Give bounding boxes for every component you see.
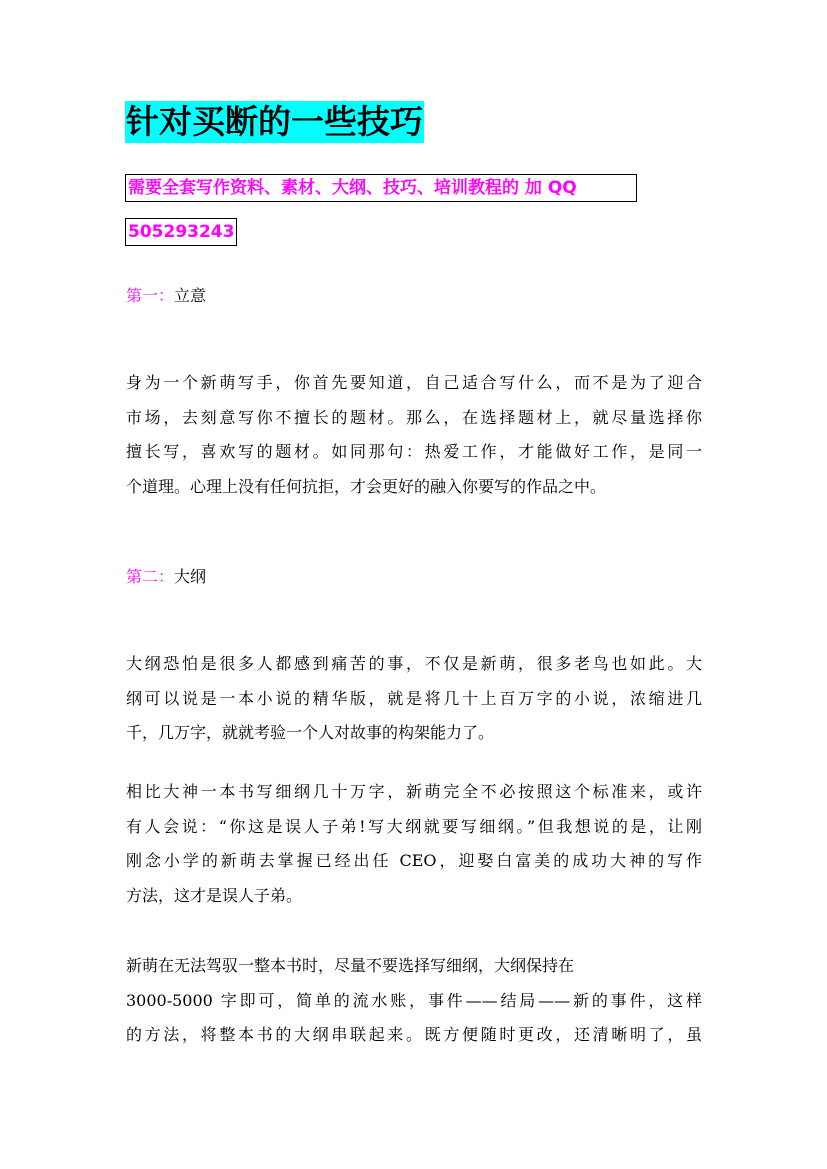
document-title: 针对买断的一些技巧 bbox=[126, 102, 423, 141]
promo-line-1: 需要全套写作资料、素材、大纲、技巧、培训教程的 加 QQ bbox=[125, 174, 637, 202]
paragraph-intent bbox=[126, 366, 702, 504]
text-line: 有人会说：“你这是误人子弟!写大纲就要写细纲。”但我想说的是，让刚 bbox=[126, 816, 702, 836]
text-line: 纲可以说是一本小说的精华版，就是将几十上百万字的小说，浓缩进几 bbox=[126, 688, 702, 708]
section-heading-2 bbox=[126, 566, 206, 588]
paragraph-outline-2 bbox=[126, 775, 702, 913]
text-line: 的方法，将整本书的大纲串联起来。既方便随时更改，还清晰明了，虽 bbox=[126, 1025, 702, 1044]
text-line: 擅长写，喜欢写的题材。如同那句：热爱工作，才能做好工作，是同一 bbox=[126, 442, 702, 461]
text-line: 3000-5000 字即可，简单的流水账，事件——结局——新的事件，这样 bbox=[126, 990, 702, 1010]
text-line: 千，几万字，就就考验一个人对故事的构架能力了。 bbox=[126, 723, 495, 742]
text-line: 大纲恐怕是很多人都感到痛苦的事，不仅是新萌，很多老鸟也如此。大 bbox=[126, 654, 702, 673]
text-line: 新萌在无法驾驭一整本书时，尽量不要选择写细纲，大纲保持在 bbox=[126, 956, 575, 975]
promo-line-2-qq-number: 505293243 bbox=[125, 218, 237, 246]
text-line: 市场，去刻意写你不擅长的题材。那么，在选择题材上，就尽量选择你 bbox=[126, 407, 702, 427]
section-label: 大纲 bbox=[174, 567, 207, 586]
paragraph-outline-3 bbox=[126, 949, 702, 1053]
section-number: 第一： bbox=[126, 286, 175, 305]
section-number: 第二： bbox=[126, 567, 175, 586]
text-line: 个道理。心理上没有任何抗拒，才会更好的融入你要写的作品之中。 bbox=[126, 476, 607, 496]
text-line: 刚念小学的新萌去掌握已经出任 CEO，迎娶白富美的成功大神的写作 bbox=[126, 851, 702, 870]
text-line: 身为一个新萌写手，你首先要知道，自己适合写什么，而不是为了迎合 bbox=[126, 373, 702, 392]
paragraph-outline-1 bbox=[126, 647, 702, 751]
text-line: 相比大神一本书写细纲几十万字，新萌完全不必按照这个标准来，或许 bbox=[126, 782, 702, 801]
section-heading-1 bbox=[126, 285, 206, 307]
section-label: 立意 bbox=[174, 286, 207, 305]
text-line: 方法，这才是误人子弟。 bbox=[126, 885, 303, 905]
